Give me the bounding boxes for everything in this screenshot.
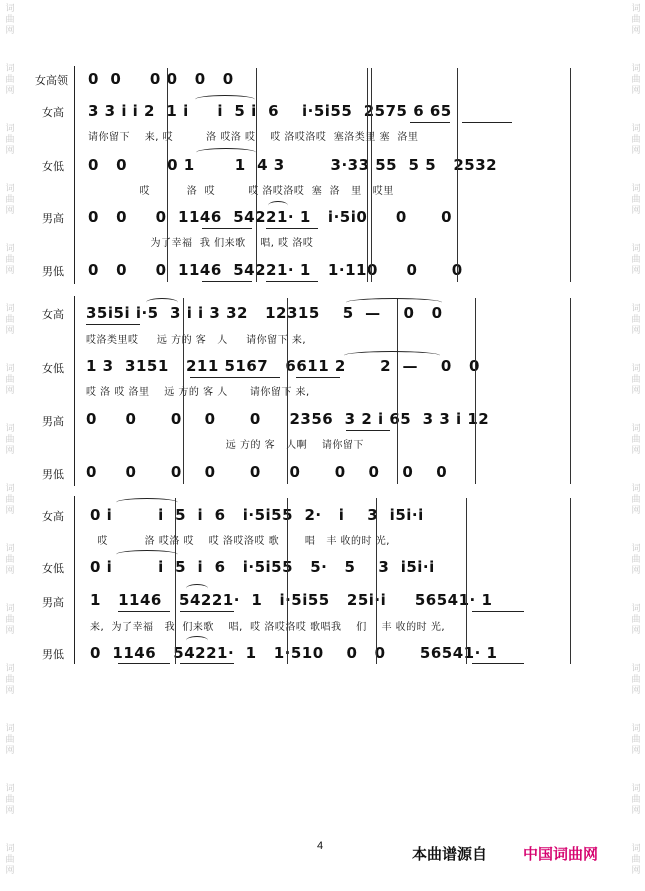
watermark-mark: 词 曲 网 <box>5 544 15 576</box>
barline <box>287 298 288 484</box>
barline <box>457 68 458 282</box>
system-bracket <box>74 496 79 664</box>
part-label-bass: 男低 <box>42 265 64 278</box>
tie-arc <box>195 95 255 104</box>
watermark-mark: 词 曲 网 <box>5 724 15 756</box>
notes-alto: 0 0 0 1 1 4 3 3·33 55 5 5 2532 <box>88 156 498 174</box>
tie-arc <box>116 550 178 559</box>
notes-tenor: 1 1146 54221· 1 i·5i55 25i·i 56541· 1 <box>90 591 493 609</box>
notes-soprano: 35i5i i·5 3 i i 3 32 12315 5 — 0 0 <box>86 304 443 322</box>
watermark-mark: 词 曲 网 <box>5 244 15 276</box>
notes-tenor: 0 0 0 0 0 2356 3 2 i 65 3 3 i 12 <box>86 410 490 428</box>
beam-underline <box>180 611 234 612</box>
watermark-mark: 词 曲 网 <box>5 604 15 636</box>
tie-arc <box>344 351 440 360</box>
part-label-female-lead: 女高领 <box>35 74 68 87</box>
tie-arc <box>268 201 288 210</box>
notes-soprano: 0 i i 5 i 6 i·5i55 2· i 3 i5i·i <box>90 506 424 524</box>
notes-tenor: 0 0 0 1146 54221· 1 i·5i0 0 0 <box>88 208 453 226</box>
watermark-mark: 词 曲 网 <box>5 4 15 36</box>
beam-underline <box>410 122 450 123</box>
lyrics-alto: 哎 洛 哎 哎 洛哎洛哎 塞 洛 里 哎里 <box>88 186 394 197</box>
watermark-mark: 词 曲 网 <box>631 184 641 216</box>
beam-underline <box>86 324 140 325</box>
part-label-alto: 女低 <box>42 562 64 575</box>
lyrics-soprano: 哎 洛 哎洛 哎 哎 洛哎洛哎 歌 唱 丰 收的时 光, <box>90 536 390 547</box>
beam-underline <box>266 281 318 282</box>
notes-alto: 0 i i 5 i 6 i·5i55 5· 5 3 i5i·i <box>90 558 435 576</box>
system-bracket <box>74 66 79 284</box>
notes-soprano: 3 3 i i 2 1 i i 5 i 6 i·5i55 2575 6 65 <box>88 102 452 120</box>
watermark-left <box>2 0 18 891</box>
lyrics-soprano: 请你留下 来, 哎 洛 哎洛 哎 哎 洛哎洛哎 塞洛类里 塞 洛里 <box>88 132 419 143</box>
beam-underline <box>266 228 318 229</box>
beam-underline <box>346 430 390 431</box>
watermark-mark: 词 曲 网 <box>5 364 15 396</box>
beam-underline <box>462 122 512 123</box>
part-label-tenor: 男高 <box>42 415 64 428</box>
watermark-mark: 词 曲 网 <box>5 784 15 816</box>
tie-arc <box>116 498 178 507</box>
tie-arc <box>186 636 208 645</box>
watermark-mark: 词 曲 网 <box>631 664 641 696</box>
site-name[interactable]: 中国词曲网 <box>523 845 599 863</box>
barline <box>570 68 571 282</box>
beam-underline <box>190 377 280 378</box>
watermark-mark: 词 曲 网 <box>631 724 641 756</box>
barline <box>570 498 571 664</box>
notes-alto: 1 3 3151 211 5167 6611 2 2 — 0 0 <box>86 357 480 375</box>
watermark-mark: 词 曲 网 <box>631 364 641 396</box>
source-label: 本曲谱源自 <box>412 845 488 863</box>
notes-bass: 0 0 0 0 0 0 0 0 0 0 <box>86 463 448 481</box>
watermark-mark: 词 曲 网 <box>5 184 15 216</box>
lyrics-tenor: 远 方的 客 人啊 请你留下 <box>86 440 364 451</box>
barline <box>570 298 571 484</box>
tie-arc <box>346 298 442 307</box>
double-barline <box>367 68 372 282</box>
lyrics-tenor: 来, 为了幸福 我 们来歌 唱, 哎 洛哎洛哎 歌唱我 们 丰 收的时 光, <box>90 622 446 633</box>
watermark-mark: 词 曲 网 <box>5 424 15 456</box>
part-label-soprano: 女高 <box>42 510 64 523</box>
lyrics-soprano: 哎洛类里哎 远 方的 客 人 请你留下 来, <box>86 335 307 346</box>
watermark-mark: 词 曲 网 <box>631 64 641 96</box>
part-label-alto: 女低 <box>42 362 64 375</box>
barline <box>287 498 288 664</box>
watermark-mark: 词 曲 网 <box>631 784 641 816</box>
part-label-alto: 女低 <box>42 160 64 173</box>
watermark-mark: 词 曲 网 <box>5 304 15 336</box>
beam-underline <box>472 663 524 664</box>
barline <box>256 68 257 282</box>
tie-arc <box>196 148 256 157</box>
part-label-bass: 男低 <box>42 468 64 481</box>
lyrics-tenor: 为了幸福 我 们来歌 唱, 哎 洛哎 <box>88 238 314 249</box>
watermark-mark: 词 曲 网 <box>631 484 641 516</box>
part-label-soprano: 女高 <box>42 106 64 119</box>
part-label-bass: 男低 <box>42 648 64 661</box>
watermark-mark: 词 曲 网 <box>631 604 641 636</box>
lyrics-alto: 哎 洛 哎 洛里 远 方的 客 人 请你留下 来, <box>86 387 310 398</box>
beam-underline <box>296 377 340 378</box>
part-label-tenor: 男高 <box>42 596 64 609</box>
barline <box>397 298 398 484</box>
watermark-mark: 词 曲 网 <box>5 124 15 156</box>
beam-underline <box>180 663 234 664</box>
tie-arc <box>186 584 208 593</box>
beam-underline <box>118 611 170 612</box>
watermark-mark: 词 曲 网 <box>631 304 641 336</box>
barline <box>175 498 176 664</box>
barline <box>167 68 168 282</box>
watermark-mark: 词 曲 网 <box>631 424 641 456</box>
beam-underline <box>118 663 170 664</box>
watermark-right <box>628 0 644 891</box>
system-bracket <box>74 296 79 486</box>
barline <box>475 298 476 484</box>
tie-arc <box>146 298 178 307</box>
barline <box>183 298 184 484</box>
watermark-mark: 词 曲 网 <box>631 4 641 36</box>
watermark-mark: 词 曲 网 <box>631 244 641 276</box>
watermark-mark: 词 曲 网 <box>5 664 15 696</box>
barline <box>376 498 377 664</box>
notes-bass: 0 0 0 1146 54221· 1 1·110 0 0 <box>88 261 463 279</box>
watermark-mark: 词 曲 网 <box>5 484 15 516</box>
beam-underline <box>202 228 252 229</box>
watermark-mark: 词 曲 网 <box>631 844 641 876</box>
watermark-mark: 词 曲 网 <box>631 544 641 576</box>
watermark-mark: 词 曲 网 <box>5 844 15 876</box>
watermark-mark: 词 曲 网 <box>631 124 641 156</box>
beam-underline <box>202 281 252 282</box>
part-label-tenor: 男高 <box>42 212 64 225</box>
beam-underline <box>472 611 524 612</box>
barline <box>466 498 467 664</box>
watermark-mark: 词 曲 网 <box>5 64 15 96</box>
notes-bass: 0 1146 54221· 1 1·510 0 0 56541· 1 <box>90 644 498 662</box>
notes-female-lead: 0 0 0 0 0 0 <box>88 70 234 88</box>
part-label-soprano: 女高 <box>42 308 64 321</box>
page-number: 4 <box>317 840 324 852</box>
